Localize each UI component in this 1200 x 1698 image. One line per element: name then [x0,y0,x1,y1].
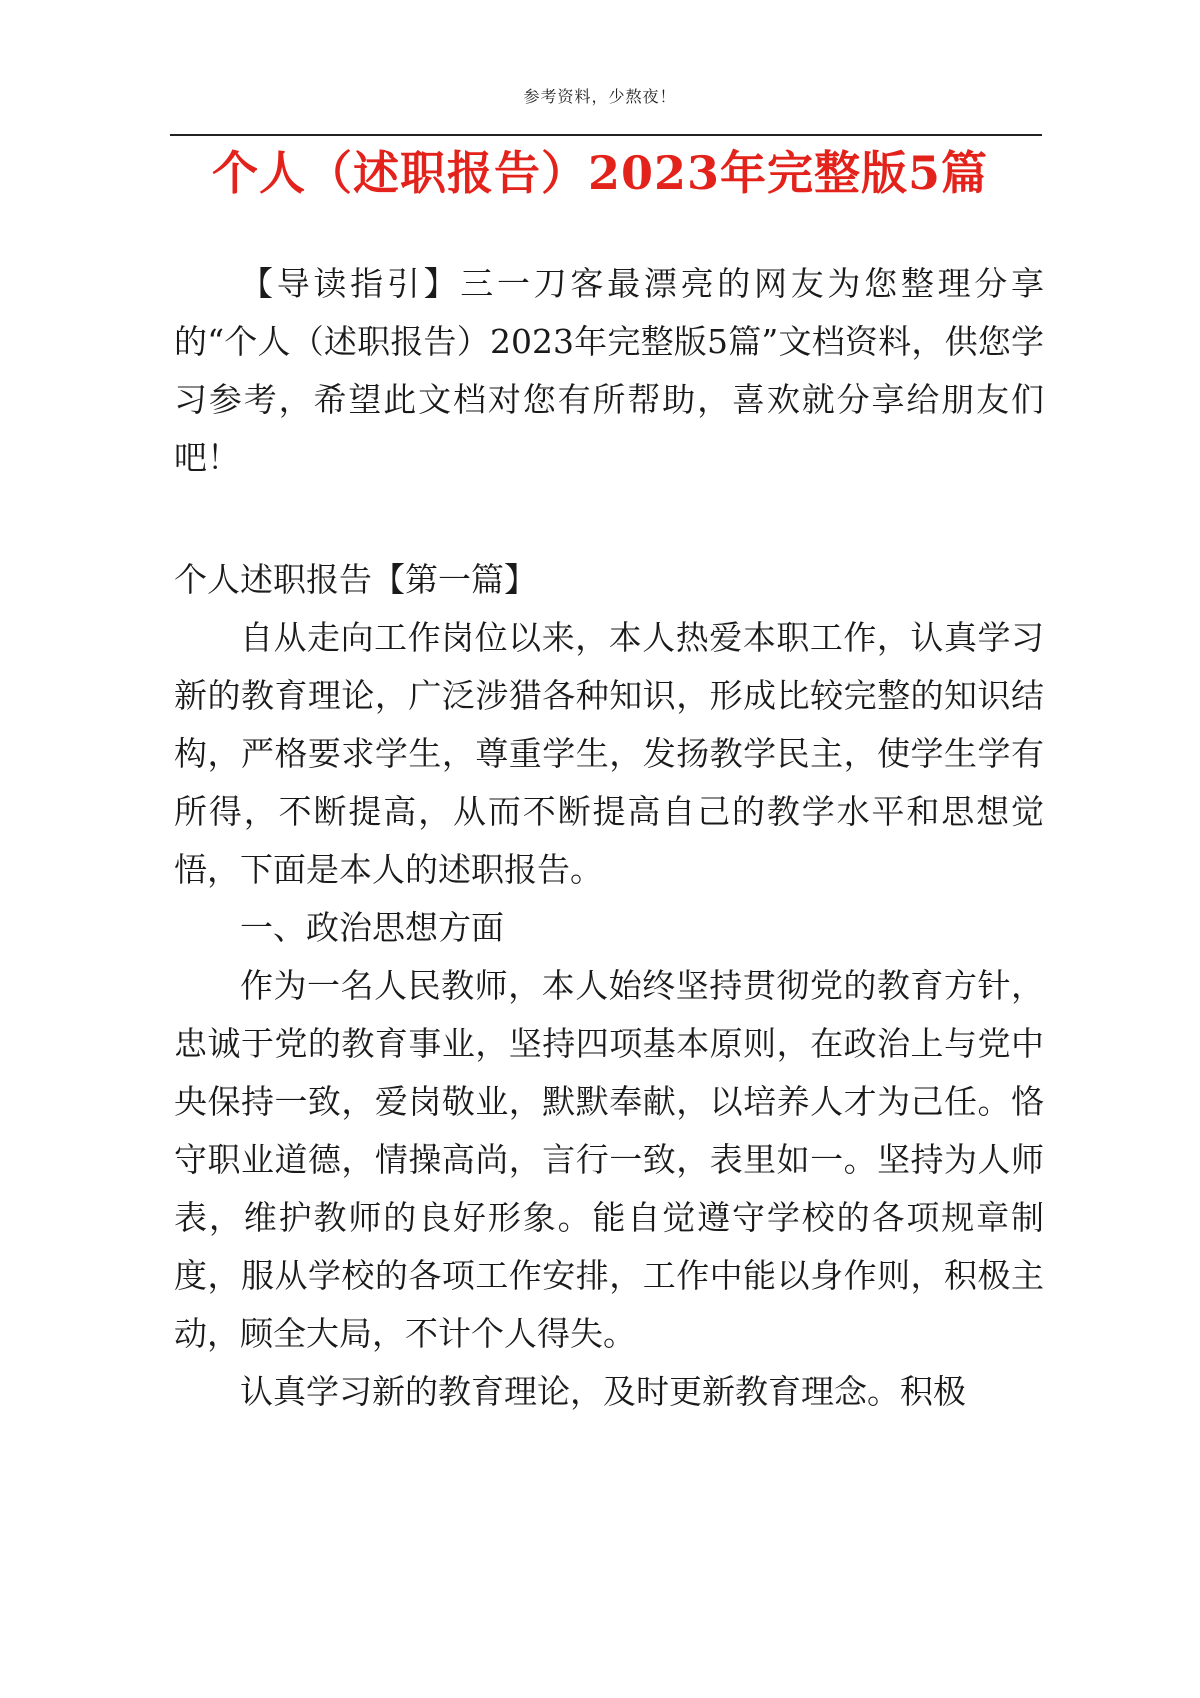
header-divider [170,134,1042,136]
document-title: 个人（述职报告）2023年完整版5篇 [211,146,989,200]
guide-paragraph: 【导读指引】三一刀客最漂亮的网友为您整理分享的“个人（述职报告）2023年完整版5篇”文档资料，供您学习参考，希望此文档对您有所帮助，喜欢就分享给朋友们吧！ [174,264,1044,477]
body-paragraph: 认真学习新的教育理论，及时更新教育理念。积极 [240,1372,966,1411]
body-paragraph: 自从走向工作岗位以来，本人热爱本职工作，认真学习新的教育理论，广泛涉猎各种知识，形成比较完整的知识结构，严格要求学生，尊重学生，发扬教学民主，使学生学有所得，不断提高，从而不断提高自己的教学水平和思想觉悟，下面是本人的述职报告。 [174,618,1044,889]
document-body [174,255,1044,1421]
header-note: 参考资料，少熬夜！ [523,87,677,106]
section-heading: 个人述职报告【第一篇】 [174,560,537,599]
subsection-heading: 一、政治思想方面 [240,908,504,947]
body-paragraph: 作为一名人民教师，本人始终坚持贯彻党的教育方针，忠诚于党的教育事业，坚持四项基本原则，在政治上与党中央保持一致，爱岗敬业，默默奉献，以培养人才为己任。恪守职业道德，情操高尚，言行一致，表里如一。坚持为人师表，维护教师的良好形象。能自觉遵守学校的各项规章制度，服从学校的各项工作安排，工作中能以身作则，积极主动，顾全大局，不计个人得失。 [174,966,1044,1353]
